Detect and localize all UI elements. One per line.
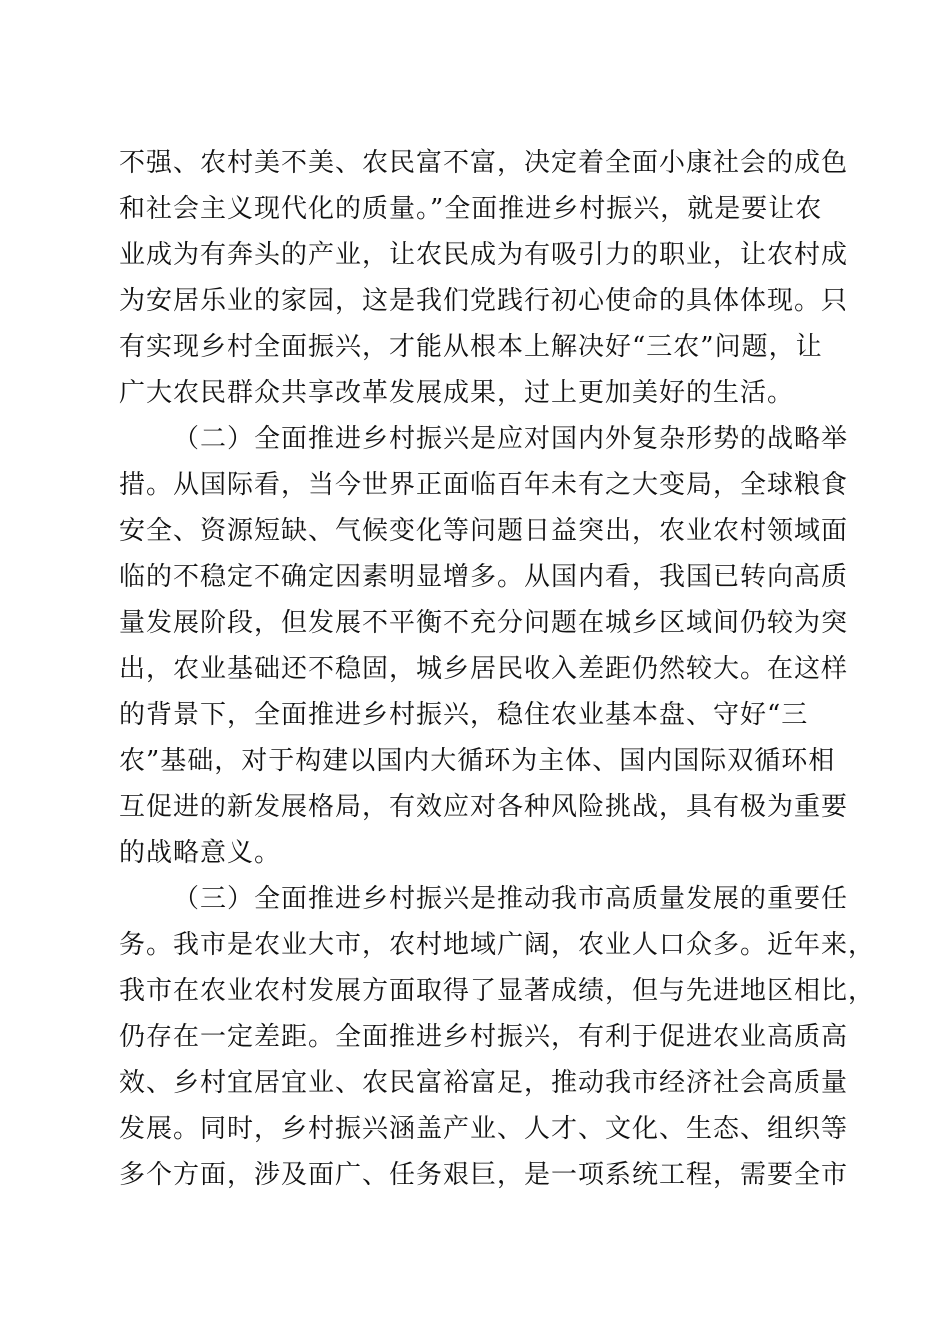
text-line: 我市在农业农村发展方面取得了显著成绩，但与先进地区相比， — [119, 976, 876, 1006]
text-line: 安全、资源短缺、气候变化等问题日益突出，农业农村领域面 — [119, 516, 849, 546]
text-line: 互促进的新发展格局，有效应对各种风险挑战，具有极为重要 — [119, 792, 849, 822]
text-line: 务。我市是农业大市，农村地域广阔，农业人口众多。近年来， — [119, 930, 876, 960]
text-line: 为安居乐业的家园，这是我们党践行初心使命的具体体现。只 — [119, 286, 849, 316]
text-line: 农”基础，对于构建以国内大循环为主体、国内国际双循环相 — [119, 746, 836, 776]
text-line: 出，农业基础还不稳固，城乡居民收入差距仍然较大。在这样 — [119, 654, 849, 684]
text-line: 有实现乡村全面振兴，才能从根本上解决好“三农”问题，让 — [119, 332, 823, 362]
text-line: 量发展阶段，但发展不平衡不充分问题在城乡区域间仍较为突 — [119, 608, 849, 638]
text-line: 和社会主义现代化的质量。”全面推进乡村振兴，就是要让农 — [119, 194, 823, 224]
text-line: 临的不稳定不确定因素明显增多。从国内看，我国已转向高质 — [119, 562, 849, 592]
text-line: 广大农民群众共享改革发展成果，过上更加美好的生活。 — [119, 378, 795, 408]
text-line: 发展。同时，乡村振兴涵盖产业、人才、文化、生态、组织等 — [119, 1114, 849, 1144]
text-line: 的战略意义。 — [119, 838, 282, 868]
section-heading-line: （二）全面推进乡村振兴是应对国内外复杂形势的战略举 — [173, 424, 849, 454]
text-line: 的背景下，全面推进乡村振兴，稳住农业基本盘、守好“三 — [119, 700, 809, 730]
text-line: 多个方面，涉及面广、任务艰巨，是一项系统工程，需要全市 — [119, 1160, 849, 1190]
text-line: 仍存在一定差距。全面推进乡村振兴，有利于促进农业高质高 — [119, 1022, 849, 1052]
text-line: 业成为有奔头的产业，让农民成为有吸引力的职业，让农村成 — [119, 240, 849, 270]
body-text — [119, 140, 876, 1198]
text-line: 不强、农村美不美、农民富不富，决定着全面小康社会的成色 — [119, 148, 849, 178]
text-line: 措。从国际看，当今世界正面临百年未有之大变局，全球粮食 — [119, 470, 849, 500]
text-line: 效、乡村宜居宜业、农民富裕富足，推动我市经济社会高质量 — [119, 1068, 849, 1098]
section-heading-line: （三）全面推进乡村振兴是推动我市高质量发展的重要任 — [173, 884, 849, 914]
